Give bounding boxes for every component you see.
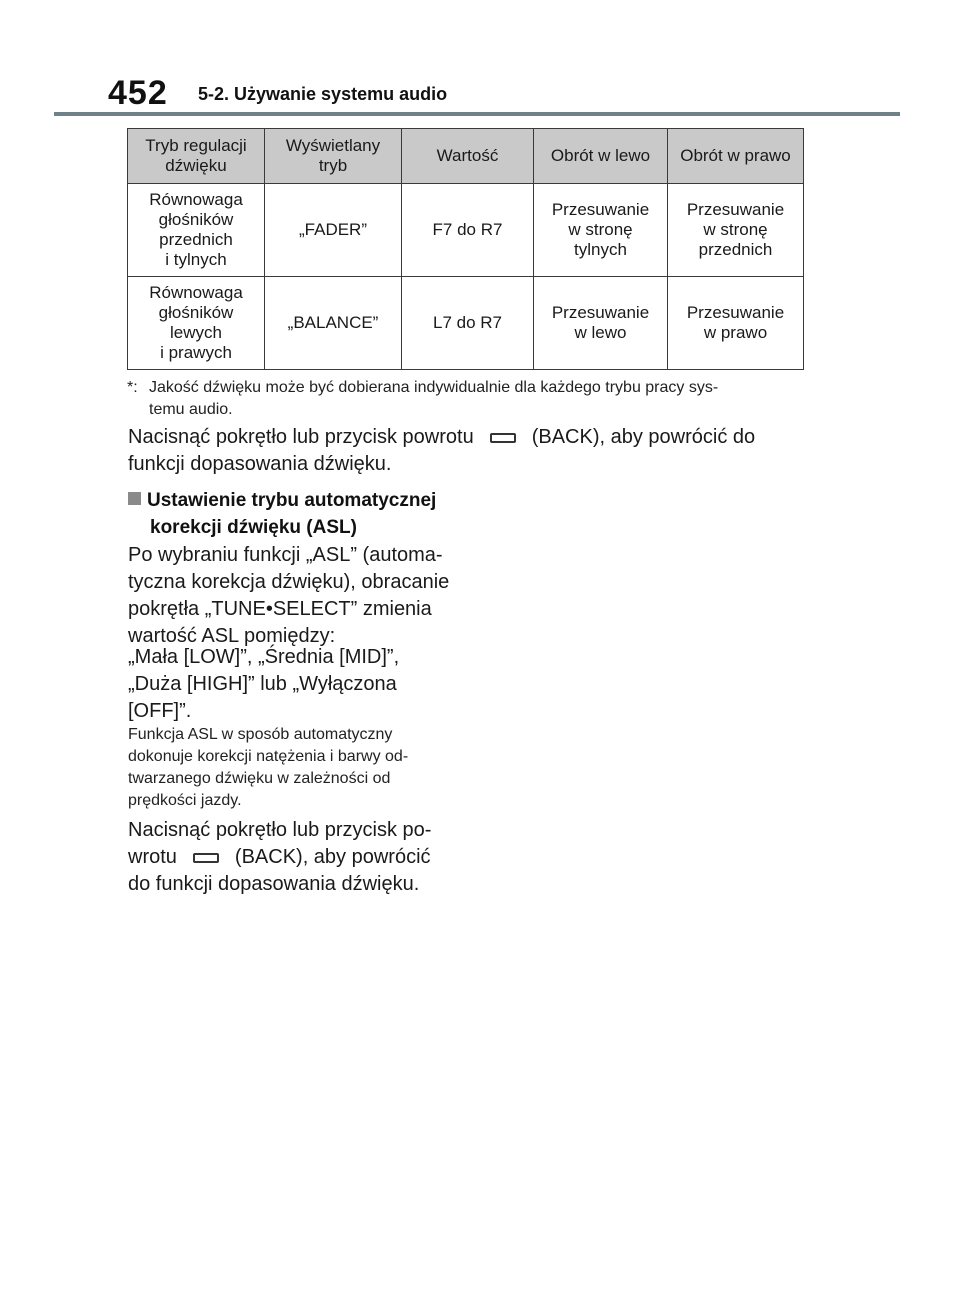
back-button-icon	[490, 433, 516, 443]
paragraph-text: Nacisnąć pokrętło lub przycisk powrotu	[128, 426, 474, 448]
paragraph-text: funkcji dopasowania dźwięku.	[128, 453, 392, 475]
note-line: prędkości jazdy.	[128, 792, 242, 809]
table-cell: „FADER”	[265, 184, 402, 277]
table-cell: L7 do R7	[402, 277, 534, 370]
header-cell: Wyświetlany tryb	[265, 129, 402, 184]
note-line: twarzanego dźwięku w zależności od	[128, 770, 391, 787]
paragraph-line: „Duża [HIGH]” lub „Wyłączona	[128, 673, 397, 695]
asl-back-instruction	[128, 817, 431, 898]
note-line: Funkcja ASL w sposób automatyczny	[128, 726, 393, 743]
header-cell: Wartość	[402, 129, 534, 184]
table-row	[128, 277, 804, 370]
note-line: dokonuje korekcji natężenia i barwy od-	[128, 748, 409, 765]
square-bullet-icon	[128, 492, 141, 505]
header-cell: Obrót w lewo	[534, 129, 668, 184]
heading-text: Ustawienie trybu automatycznej	[147, 490, 437, 511]
paragraph-line: do funkcji dopasowania dźwięku.	[128, 873, 420, 895]
footnote-mark: *:	[127, 379, 138, 396]
table-row	[128, 184, 804, 277]
table-cell: „BALANCE”	[265, 277, 402, 370]
table-cell: Przesuwanie w stronę tylnych	[534, 184, 668, 277]
asl-note	[128, 724, 408, 812]
header-cell: Tryb regulacji dźwięku	[128, 129, 265, 184]
table-footnote	[127, 377, 807, 421]
heading-text: korekcji dźwięku (ASL)	[150, 517, 357, 538]
back-instruction-paragraph	[128, 424, 755, 478]
table-cell: Przesuwanie w prawo	[668, 277, 804, 370]
asl-description	[128, 542, 449, 650]
table-cell: Równowaga głośników lewych i prawych	[128, 277, 265, 370]
table-cell: Równowaga głośników przednich i tylnych	[128, 184, 265, 277]
back-button-icon	[193, 853, 219, 863]
header-rule	[54, 112, 900, 116]
header-cell: Obrót w prawo	[668, 129, 804, 184]
table-cell: Przesuwanie w stronę przednich	[668, 184, 804, 277]
table-cell: Przesuwanie w lewo	[534, 277, 668, 370]
paragraph-text: (BACK), aby powrócić do	[531, 426, 756, 448]
paragraph-line: tyczna korekcja dźwięku), obracanie	[128, 571, 450, 593]
paragraph-text: (BACK), aby powrócić	[234, 846, 431, 868]
table-cell: F7 do R7	[402, 184, 534, 277]
paragraph-line: Nacisnąć pokrętło lub przycisk po-	[128, 819, 432, 841]
paragraph-text: wrotu	[128, 846, 177, 868]
footnote-line: temu audio.	[149, 401, 233, 418]
paragraph-line: pokrętła „TUNE•SELECT” zmienia	[128, 598, 432, 620]
asl-values	[128, 644, 399, 725]
paragraph-line: wartość ASL pomiędzy:	[128, 625, 336, 647]
paragraph-line: [OFF]”.	[128, 700, 192, 722]
section-title: 5-2. Używanie systemu audio	[198, 84, 448, 104]
paragraph-line: „Mała [LOW]”, „Średnia [MID]”,	[128, 646, 400, 668]
paragraph-line: Po wybraniu funkcji „ASL” (automa-	[128, 544, 443, 566]
asl-section-heading	[128, 487, 468, 541]
table-header-row	[128, 129, 804, 184]
footnote-line: Jakość dźwięku może być dobierana indywidualnie dla każdego trybu pracy sys-	[149, 379, 719, 396]
sound-settings-table	[127, 128, 804, 370]
page-number: 452	[108, 74, 168, 112]
